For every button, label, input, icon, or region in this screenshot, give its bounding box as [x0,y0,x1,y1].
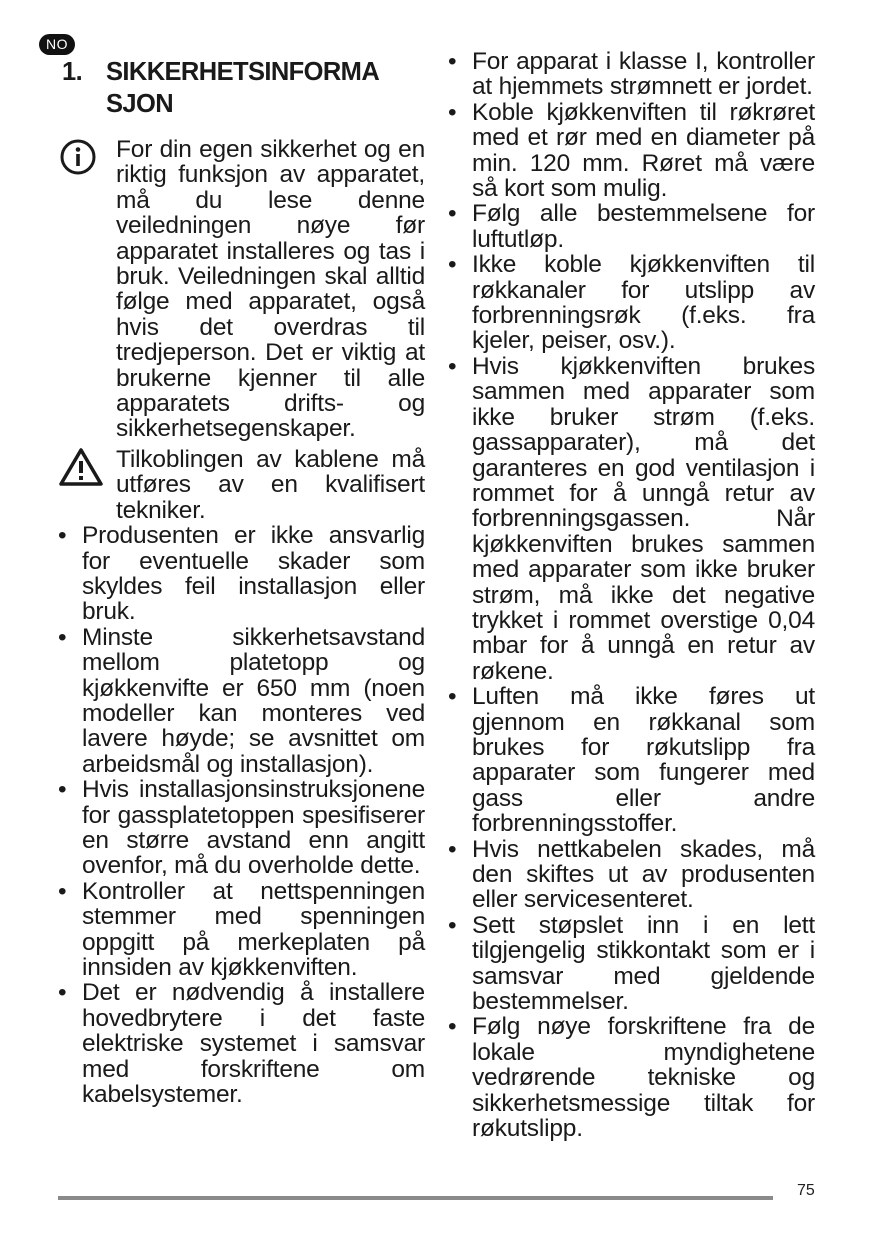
list-item [58,523,425,625]
list-item [448,252,815,354]
list-item-text: Minste sikkerhetsavstand mellom platetopp og kjøkkenvifte er 650 mm (noen modeller kan monteres ved lavere høyde; se avsnittet om arbeidsmål og installasjon). [82,623,425,778]
list-item-text: Hvis nettkabelen skades, må den skiftes ut av produsenten eller servicesenteret. [472,835,815,914]
list-item-text: For apparat i klasse I, kontroller at hjemmets strømnett er jordet. [472,48,815,101]
list-item-text: Hvis installasjonsinstruksjonene for gassplatetoppen spesifiserer en større avstand enn angitt ovenfor, må du overholde dette. [82,776,425,880]
list-item-text: Følg alle bestemmelsene for luftutløp. [472,200,815,253]
list-item-text: Kontroller at nettspenningen stemmer med spenningen oppgitt på merkeplaten på innsiden av kjøkkenviften. [82,877,425,981]
section-number: 1. [62,58,83,86]
bullet: • [448,683,457,711]
list-item [448,49,815,100]
list-item [448,913,815,1015]
list-item-text: Hvis kjøkkenviften brukes sammen med apparater som ikke bruker strøm (f.eks. gassapparater), må det garanteres en god ventilasjon i rommet for å unngå retur av forbrenningsgassen. Når kjøkkenviften brukes sammen med apparater som ikke bruker strøm, må ikke det negative trykket i rommet overstige 0,04 mbar for å unngå en retur av røkene. [472,352,815,685]
left-column [58,137,425,1107]
bullet: • [448,200,457,228]
bullet: • [448,98,457,126]
list-item [448,354,815,684]
warning-notice-text: Tilkoblingen av kablene må utføres av en kvalifisert tekniker. [116,445,425,524]
bullet: • [58,979,67,1007]
warning-notice [58,447,425,523]
list-item-text: Koble kjøkkenviften til røkrøret med et rør med en diameter på min. 120 mm. Røret må være så kort som mulig. [472,98,815,203]
bullet: • [58,776,67,804]
list-item [58,777,425,879]
footer-divider [58,1196,773,1200]
page-number: 75 [797,1182,815,1199]
bullet: • [448,1013,457,1041]
list-item-text: Produsenten er ikke ansvarlig for eventuelle skader som skyldes feil installasjon eller bruk. [82,522,425,626]
list-item-text: Ikke koble kjøkkenviften til røkkanaler for utslipp av forbrenningsrøk (f.eks. fra kjeler, peiser, osv.). [472,251,815,355]
bullet: • [448,835,457,863]
list-item [448,1014,815,1141]
list-item-text: Sett støpslet inn i en lett tilgjengelig stikkontakt som er i samsvar med gjeldende bestemmelser. [472,911,815,1016]
list-item-text: Følg nøye forskriftene fra de lokale myndighetene vedrørende tekniske og sikkerhetsmessige tiltak for røkutslipp. [472,1013,815,1143]
bullet: • [448,251,457,279]
info-icon [58,137,116,177]
list-item-text: Det er nødvendig å installere hovedbrytere i det faste elektriske systemet i samsvar med forskriftene om kabelsystemer. [82,979,425,1109]
section-title: SIKKERHETSINFORMA SJON [106,58,379,118]
info-notice [58,137,425,442]
list-item [448,684,815,836]
list-item [448,201,815,252]
bullet: • [58,623,67,651]
bullet: • [58,522,67,550]
info-notice-text: For din egen sikkerhet og en riktig funksjon av apparatet, må du lese denne veiledningen nøye før apparatet installeres og tas i bruk. Veiledningen skal alltid følge med apparatet, også hvis det overdras til tredjeperson. Det er viktig at brukerne kjenner til alle apparatets drifts- og sikkerhetsegenskaper. [116,136,425,443]
warning-icon [58,447,116,487]
bullet: • [448,48,457,75]
bullet: • [58,877,67,905]
list-item [58,980,425,1107]
right-column [448,49,815,1141]
section-heading [62,56,432,120]
bullet: • [448,352,457,380]
list-item-text: Luften må ikke føres ut gjennom en røkkanal som brukes for røkutslipp fra apparater som fungerer med gass eller andre forbrenningsstoffer. [472,683,815,838]
list-item [58,625,425,777]
list-item [448,837,815,913]
language-badge: NO [39,34,75,55]
bullet: • [448,911,457,939]
list-item [58,879,425,981]
list-item [448,100,815,202]
